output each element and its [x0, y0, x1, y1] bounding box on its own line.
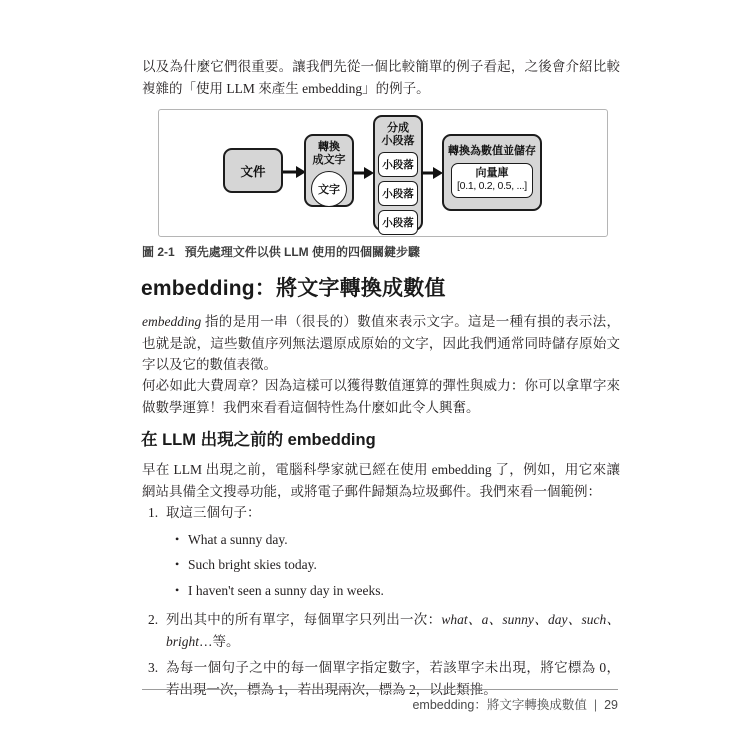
list-item-text: 取這三個句子： [166, 505, 261, 520]
convert-title-line2: 成文字 [312, 154, 346, 166]
arrow-right-icon [353, 165, 374, 181]
text-circle-label: 文字 [318, 184, 340, 196]
figure-caption [142, 243, 620, 260]
page-footer [142, 689, 618, 713]
vector-db-name: 向量庫 [475, 167, 509, 179]
list-item [142, 502, 620, 604]
paragraph-embedding-definition [142, 311, 620, 376]
page-number: 29 [604, 698, 618, 712]
chunk-box [378, 210, 418, 235]
sentence-example: What a sunny day. [188, 531, 288, 547]
list-item-suffix: …等。 [199, 633, 240, 649]
document-label: 文件 [240, 164, 266, 179]
figure-frame [158, 109, 608, 237]
bullet-glyph: • [175, 582, 180, 597]
footer-running-title: embedding：將文字轉換成數值 [412, 698, 587, 712]
section-heading: embedding：將文字轉換成數值 [141, 277, 446, 300]
figure-caption-label: 圖 2-1 [142, 245, 175, 259]
footer-separator: | [593, 698, 598, 712]
vector-db-box [451, 163, 533, 198]
store-title: 轉換為數值並儲存 [448, 145, 536, 157]
arrow-right-icon [421, 165, 443, 181]
sentence-example: Such bright skies today. [188, 557, 317, 572]
convert-title-line1: 轉換 [318, 141, 340, 153]
paragraph-text: 指的是用一串（很長的）數值來表示文字。這是一種有損的表示法，也就是說，這些數值序列無法還原成原始的文字，因此我們通常同時儲存原始文字以及它的數值表徵。 [142, 314, 620, 372]
intro-paragraph: 以及為什麼它們很重要。讓我們先從一個比較簡單的例子看起，之後會介紹比較複雜的「使用 LLM 來產生 embedding」的例子。 [142, 59, 620, 96]
chunk-box [378, 152, 418, 177]
chunk-label: 小段落 [382, 159, 414, 171]
split-title-line2: 小段落 [381, 135, 415, 147]
sentence-example: I haven't seen a sunny day in weeks. [188, 582, 384, 598]
list-number: 1. [148, 505, 159, 520]
paragraph-before-llm: 早在 LLM 出現之前，電腦科學家就已經在使用 embedding 了，例如，用它來讓網站具備全文搜尋功能，或將電子郵件歸類為垃圾郵件。我們來看一個範例： [142, 462, 620, 499]
figure-caption-text: 預先處理文件以供 LLM 使用的四個關鍵步驟 [184, 245, 421, 259]
bullet-glyph: • [175, 531, 180, 546]
diagram-node-convert-to-text [304, 134, 354, 207]
arrow-right-icon [283, 164, 306, 180]
list-number: 3. [148, 660, 159, 675]
list-item [142, 609, 620, 652]
subsection-heading: 在 LLM 出現之前的 embedding [141, 431, 376, 449]
bullet-glyph: • [175, 557, 180, 571]
chunk-label: 小段落 [382, 188, 414, 200]
paragraph-why-bother: 何必如此大費周章？因為這樣可以獲得數值運算的彈性與威力：你可以拿單字來做數學運算！我們來看看這個特性為什麼如此令人興奮。 [142, 378, 620, 415]
split-title-line1: 分成 [387, 122, 409, 134]
word-list-italic: what、a、sunny、day、such、bright [166, 612, 621, 649]
ordered-list [142, 502, 620, 705]
text-circle [311, 171, 347, 207]
bullet-item [175, 529, 620, 551]
list-item-text: 列出其中的所有單字，每個單字只列出一次： [166, 612, 442, 627]
diagram-node-store-numbers [442, 134, 542, 211]
bullet-item [175, 580, 620, 602]
bullet-item [175, 554, 620, 576]
diagram-node-split-chunks [373, 115, 423, 231]
list-item-text: 為每一個句子之中的每一個單字指定數字，若該單字未出現，將它標為 0，若出現一次，標為 1，若出現兩次，標為 2，以此類推。 [166, 660, 620, 697]
embedding-italic-term: embedding [142, 314, 202, 329]
chunk-label: 小段落 [382, 217, 414, 229]
list-number: 2. [148, 612, 159, 627]
bullet-list [175, 529, 620, 602]
chunk-box [378, 181, 418, 206]
diagram-node-document [223, 148, 283, 193]
vector-db-values: [0.1, 0.2, 0.5, ...] [457, 180, 527, 192]
